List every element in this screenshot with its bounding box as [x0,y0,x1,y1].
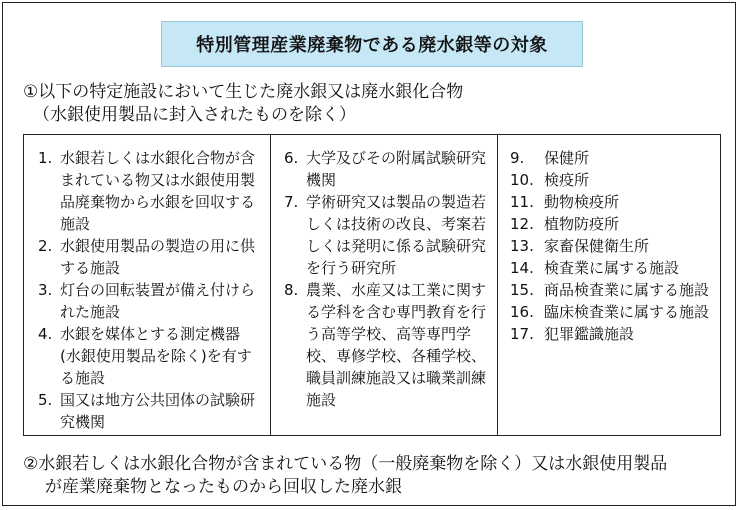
section2-continuation: が産業廃棄物となったものから回収した廃水銀 [45,477,402,497]
facility-item [38,147,260,235]
facility-item [38,389,260,433]
facility-column-2 [284,147,486,411]
item-number: 9. [510,149,525,167]
item-number: 10. [510,171,534,189]
item-text: 動物検疫所 [544,193,620,211]
item-text: 商品検査業に属する施設 [544,281,710,299]
item-number: 12. [510,215,534,233]
facility-item [510,323,710,345]
item-text: 犯罪鑑識施設 [544,325,635,343]
facility-item [510,257,710,279]
item-number: 16. [510,303,534,321]
facility-item [284,147,486,191]
facility-column-1 [38,147,260,433]
title-box [161,21,583,67]
item-text: 農業、水産又は工業に関する学科を含む専門教育を行う高等学校、高等専門学校、専修学校、各種学校、職員訓練施設又は職業訓練施設 [306,281,487,409]
item-number: 7. [284,193,299,211]
column-divider [270,135,271,435]
item-text: 検査業に属する施設 [544,259,680,277]
item-number: 4. [38,325,53,343]
item-text: 水銀使用製品の製造の用に供する施設 [60,237,256,277]
facility-item [38,235,260,279]
item-number: 13. [510,237,534,255]
item-text: 大学及びその附属試験研究機関 [306,149,487,189]
item-text: 保健所 [544,149,590,167]
item-number: 3. [38,281,53,299]
item-text: 家畜保健衛生所 [544,237,650,255]
section1-heading: ①以下の特定施設において生じた廃水銀又は廃水銀化合物 [23,82,464,102]
item-text: 検疫所 [544,171,590,189]
facility-item [38,279,260,323]
facility-item [510,213,710,235]
item-text: 学術研究又は製品の製造若しくは技術の改良、考案若しくは発明に係る試験研究を行う研究所 [306,193,487,277]
item-number: 5. [38,391,53,409]
facility-item [38,323,260,389]
page-frame [2,2,736,506]
item-number: 11. [510,193,534,211]
facility-table [23,134,721,436]
item-text: 水銀若しくは水銀化合物が含まれている物又は水銀使用製品廃棄物から水銀を回収する施設 [60,149,256,233]
facility-item [510,279,710,301]
page-title: 特別管理産業廃棄物である廃水銀等の対象 [196,35,548,56]
section1-note: （水銀使用製品に封入されたものを除く） [33,105,356,125]
item-text: 植物防疫所 [544,215,620,233]
item-text: 灯台の回転装置が備え付けられた施設 [60,281,256,321]
facility-column-3 [510,147,710,345]
facility-item [510,235,710,257]
section2-heading: ②水銀若しくは水銀化合物が含まれている物（一般廃棄物を除く）又は水銀使用製品 [23,454,668,474]
facility-item [510,301,710,323]
item-text: 国又は地方公共団体の試験研究機関 [60,391,256,431]
item-text: 水銀を媒体とする測定機器(水銀使用製品を除く)を有する施設 [60,325,252,387]
facility-item [284,279,486,411]
facility-item [510,191,710,213]
item-number: 6. [284,149,299,167]
item-number: 15. [510,281,534,299]
item-number: 8. [284,281,299,299]
facility-item [284,191,486,279]
item-number: 17. [510,325,534,343]
column-divider [497,135,498,435]
item-text: 臨床検査業に属する施設 [544,303,710,321]
item-number: 14. [510,259,534,277]
item-number: 1. [38,149,53,167]
facility-item [510,169,710,191]
facility-item [510,147,710,169]
item-number: 2. [38,237,53,255]
